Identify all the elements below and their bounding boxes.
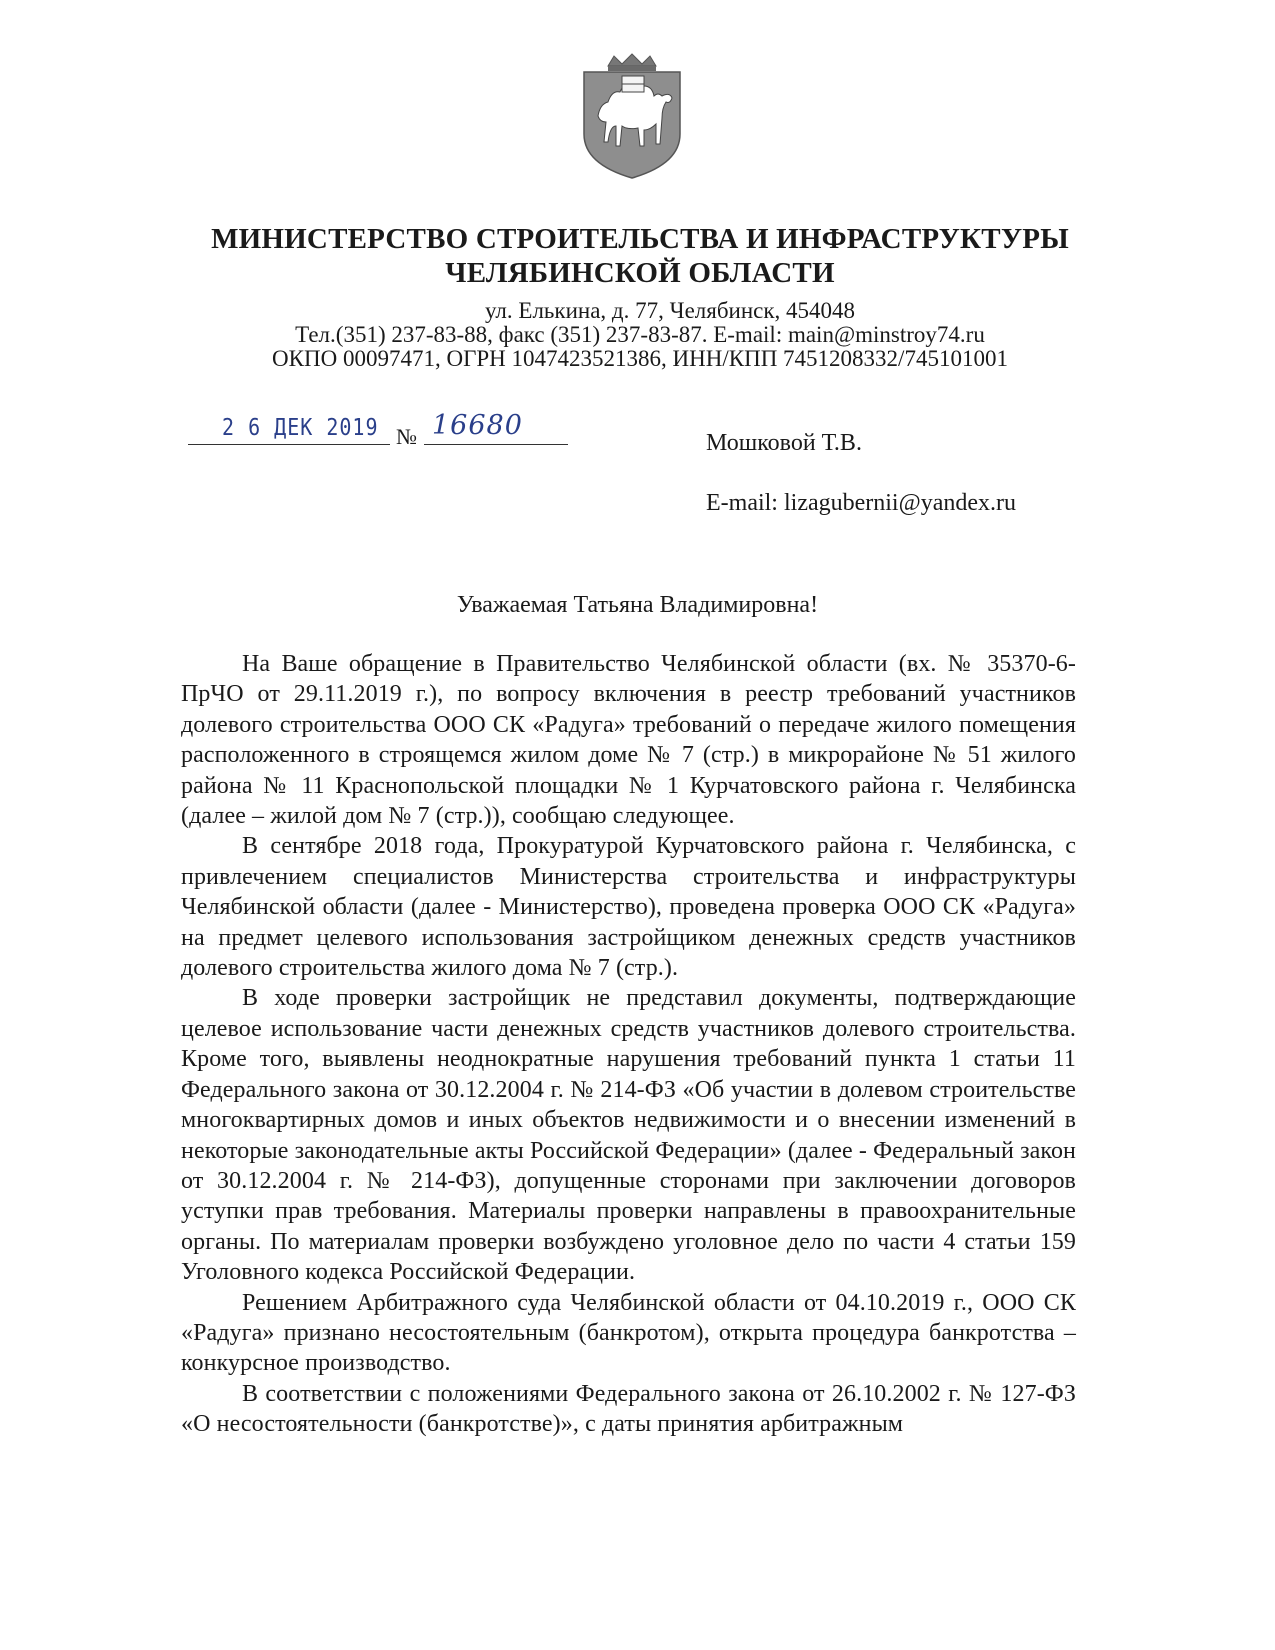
camel-coat-of-arms-icon [578,52,686,180]
paragraph: В соответствии с положениями Федерального закона от 26.10.2002 г. № 127-ФЗ «О несостоятельности (банкротстве)», с даты принятия арбитражным [181,1380,1076,1438]
ministry-name-line-1: МИНИСТЕРСТВО СТРОИТЕЛЬСТВА И ИНФРАСТРУКТУРЫ [211,223,1069,255]
ministry-address: ул. Елькина, д. 77, Челябинск, 454048 [484,298,856,323]
letter-body [181,649,1076,1440]
ministry-phones-email: Тел.(351) 237-83-88, факс (351) 237-83-87. E-mail: main@minstroy74.ru [295,322,985,347]
date-underline [188,444,390,445]
salutation: Уважаемая Татьяна Владимировна! [456,592,819,618]
registration-date-stamp: 2 6 ДЕК 2019 [222,413,379,441]
recipient-name: Мошковой Т.В. [706,430,862,456]
paragraph: В сентябре 2018 года, Прокуратурой Курчатовского района г. Челябинска, с привлечением специалистов Министерства строительства и инфраструктуры Челябинской области (далее - Министерство), проведена проверка ООО СК «Радуга» на предмет целевого использования застройщиком денежных средств участников долевого строительства жилого дома № 7 (стр.). [181,833,1076,982]
paragraph: На Ваше обращение в Правительство Челябинской области (вх. № 35370-6-ПрЧО от 29.11.2019 г.), по вопросу включения в реестр требований участников долевого строительства ООО СК «Радуга» требований о передаче жилого помещения расположенного в строящемся жилом доме № 7 (стр.) в микрорайоне № 51 жилого района № 11 Краснопольской площадки № 1 Курчатовского района г. Челябинска (далее – жилой дом № 7 (стр.)), сообщаю следующее. [181,651,1076,830]
ministry-name-line-2: ЧЕЛЯБИНСКОЙ ОБЛАСТИ [445,257,835,289]
ministry-registry-codes: ОКПО 00097471, ОГРН 1047423521386, ИНН/КПП 7451208332/745101001 [272,346,1008,371]
recipient-email: E-mail: lizagubernii@yandex.ru [706,490,1016,516]
registration-number-label: № [396,424,417,449]
number-underline [424,444,568,445]
paragraph: В ходе проверки застройщик не представил документы, подтверждающие целевое использование части денежных средств участников долевого строительства. Кроме того, выявлены неоднократные нарушения требований пункта 1 статьи 11 Федерального закона от 30.12.2004 г. № 214-ФЗ «Об участии в долевом строительстве многоквартирных домов и иных объектов недвижимости и о внесении изменений в некоторые законодательные акты Российской Федерации» (далее - Федеральный закон от 30.12.2004 г. № 214-ФЗ), допущенные сторонами при заключении договоров уступки прав требования. Материалы проверки направлены в правоохранительные органы. По материалам проверки возбуждено уголовное дело по части 4 статьи 159 Уголовного кодекса Российской Федерации. [181,985,1076,1286]
paragraph: Решением Арбитражного суда Челябинской области от 04.10.2019 г., ООО СК «Радуга» признано несостоятельным (банкротом), открыта процедура банкротства – конкурсное производство. [181,1289,1076,1377]
registration-number-handwritten: 16680 [432,410,523,441]
